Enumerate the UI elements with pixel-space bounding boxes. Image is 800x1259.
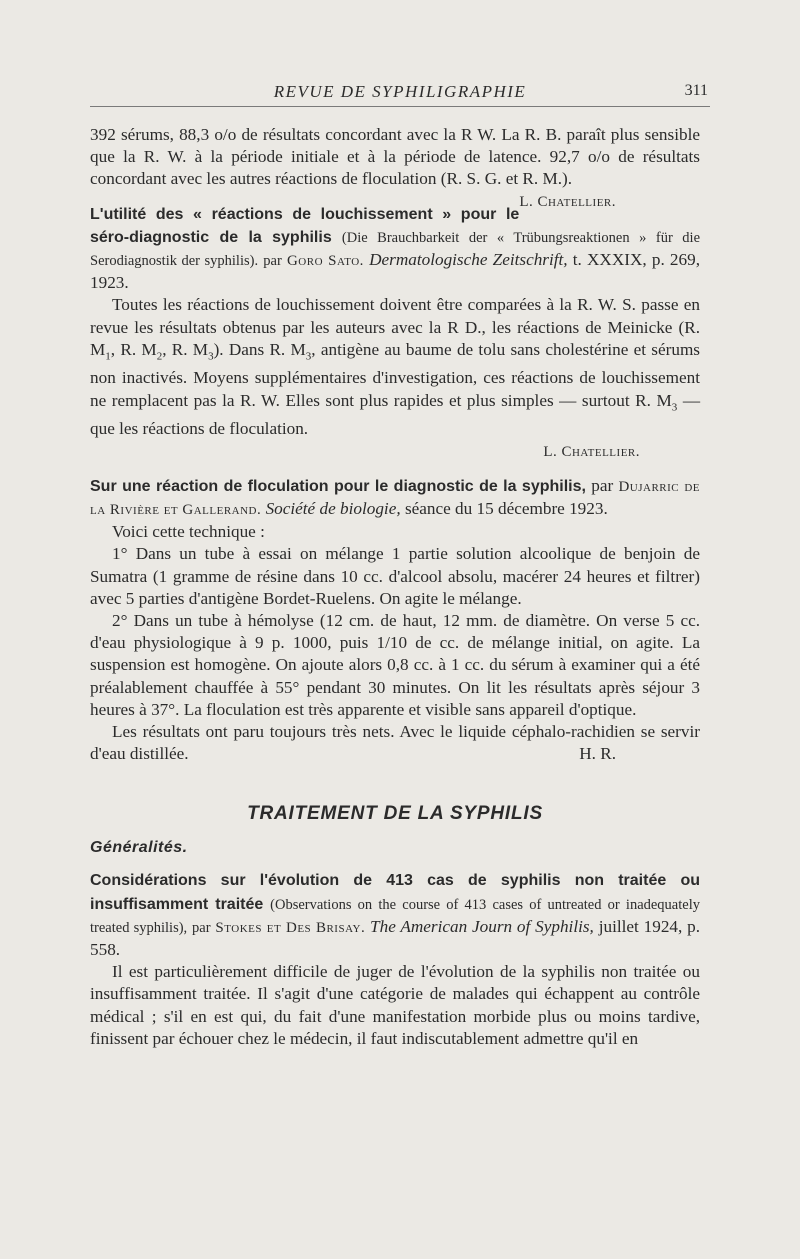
signature: L. Chatellier.	[543, 443, 640, 460]
journal: Dermatologische Zeitschrift,	[369, 250, 568, 270]
paragraph: 1° Dans un tube à essai on mélange 1 partie solution alcoolique de benjoin de Sumatra (1 gramme de résine dans 10 cc. d'alcool absolu, macérer 24 heures et filtrer) avec 5 parties d'antigène Bordet-Ruelens. On agite le mélange.	[90, 544, 700, 608]
entry-heading: Considérations sur l'évolution de 413 cas de syphilis non traitée ou insuffisamment traitée (Observations on the course of 413 cases of untreated or inadequately treated syphilis), par Stokes et Des Brisay. The American Journ of Syphilis, juillet 1924, p. 558.	[90, 872, 701, 959]
paragraph: Il est particulièrement difficile de juger de l'évolution de la syphilis non traitée ou insuffisamment traitée. Il s'agit d'une catégorie de malades qui échappent au contrôle médical ; s'il en est qui, du fait d'une manifestation morbide plus ou moins tardive, finissent par échouer chez le médecin, il faut indiscutablement admettre qu'il en	[90, 962, 700, 1048]
page-body	[90, 124, 700, 1050]
entry-title: L'utilité des « réactions de louchissement » pour le séro-diagnostic de la syphilis	[90, 205, 520, 246]
paragraph: Les résultats ont paru toujours très nets. Avec le liquide céphalo-rachidien se servir d'eau distillée. H. R.	[90, 721, 700, 765]
section-title: TRAITEMENT DE LA SYPHILIS	[247, 803, 543, 825]
page-number: 311	[684, 82, 708, 99]
entry-title: Considérations sur l'évolution de 413 cas de syphilis non traitée ou insuffisamment traitée	[90, 872, 700, 913]
original-title: (Die Brauchbarkeit der « Trübungsreaktionen » für die Serodiagnostik der syphilis).	[90, 229, 701, 270]
journal: The American Journ of Syphilis,	[370, 916, 594, 936]
reference: séance du 15 décembre 1923.	[404, 498, 608, 518]
entry-evolution	[90, 869, 700, 1050]
journal: Société de biologie,	[265, 498, 401, 518]
authors: Stokes et Des Brisay.	[215, 919, 366, 936]
paragraph-continuation: 392 sérums, 88,3 o/o de résultats concordant avec la R W. La R. B. paraît plus sensible que la R. W. à la période initiale et à la période de latence. 92,7 o/o de résultats concordant avec les autres réactions de floculation (R. S. G. et R. M.). L. Chatellier.	[90, 124, 700, 191]
entry-louchissement	[90, 203, 700, 463]
subsection-title: Généralités.	[90, 839, 188, 857]
running-head: REVUE DE SYPHILIGRAPHIE	[273, 82, 527, 101]
original-title: (Observations on the course of 413 cases of untreated or inadequately treated syphilis),	[90, 896, 700, 936]
author: Goro Sato.	[286, 253, 364, 270]
signature: L. Chatellier.	[519, 193, 616, 210]
entry-heading: L'utilité des « réactions de louchissement » pour le séro-diagnostic de la syphilis (Die Brauchbarkeit der « Trübungsreaktionen » für die Serodiagnostik der syphilis). par Goro Sato. Dermatologische Zeitschrift, t. XXXIX, p. 269, 1923.	[90, 205, 701, 293]
entry-floculation	[90, 475, 700, 766]
reference: t. XXXIX, p. 269, 1923.	[90, 250, 701, 293]
entry-heading: Sur une réaction de floculation pour le diagnostic de la syphilis, par Dujarric de la Rivière et Gallerand. Société de biologie, séance du 15 décembre 1923.	[90, 475, 701, 518]
paragraph: 2° Dans un tube à hémolyse (12 cm. de haut, 12 mm. de diamètre. On verse 5 cc. d'eau physiologique à 9 p. 1000, puis 1/10 de cc. de mélange initial, on agite. La suspension est homogène. On ajoute alors 0,8 cc. à 1 cc. du sérum à examiner qui a été préalablement chauffée à 55° pendant 30 minutes. On lit les résultats après séjour 3 heures à 37°. La floculation est très apparente et visible sans appareil d'optique.	[90, 610, 700, 719]
entry-body: Toutes les réactions de louchissement doivent être comparées à la R. W. S. passe en revue les résultats obtenus par les auteurs avec la R D., les réactions de Meinicke (R. $M_1$, R. $M_2$, R. $M_3$). Dans R. $M_3$, antigène au baume de tolu sans cholestérine et sérums non inactivés. Moyens supplémentaires d'investigation, ces réactions de louchissement ne remplacent pas la R. W. Elles sont plus rapides et plus simples — surtout R. $M_3$ — que les réactions de floculation.	[90, 295, 701, 439]
entry-title: Sur une réaction de floculation pour le diagnostic de la syphilis,	[90, 477, 586, 495]
reference: juillet 1924, p. 558.	[90, 916, 701, 959]
signature: H. R.	[579, 744, 616, 764]
authors: Dujarric de la Rivière et Gallerand.	[90, 478, 701, 518]
paragraph: Voici cette technique :	[112, 522, 265, 542]
page-header	[90, 82, 710, 107]
